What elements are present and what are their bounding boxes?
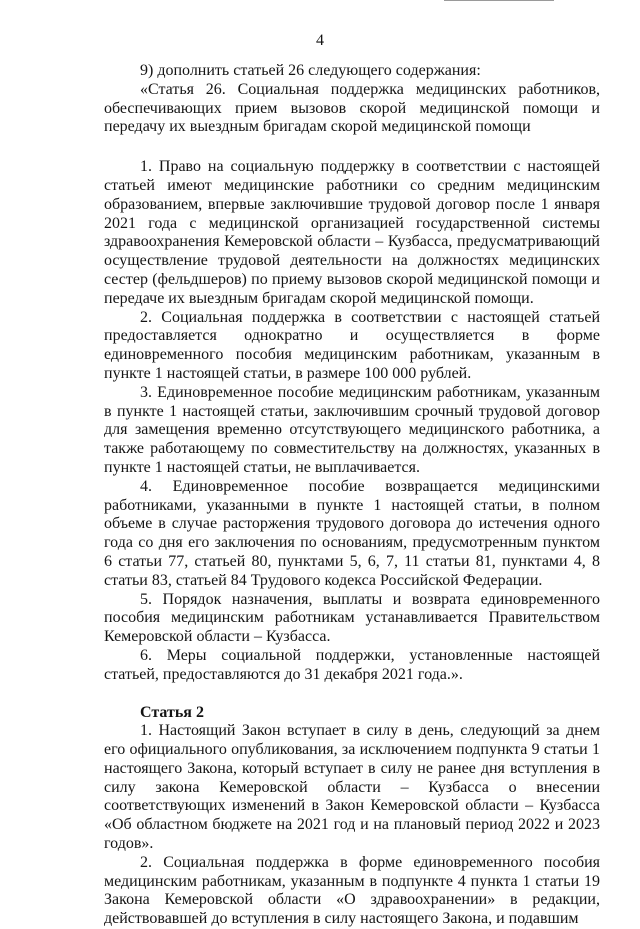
- spacer: [104, 137, 600, 158]
- document-body: [104, 62, 600, 929]
- article-26-paragraph-3: 3. Единовременное пособие медицинским работникам, указанным в пункте 1 настоящей статьи, заключившим срочный трудовой договор для замещения временно отсутствующего медицинского работника, а также работающему по совместительству на должностях, указанных в пункте 1 настоящей статьи, не выплачивается.: [104, 383, 600, 476]
- article-26-paragraph-6: 6. Меры социальной поддержки, установленные настоящей статьей, предоставляются до 31 декабря 2021 года.».: [104, 646, 600, 683]
- article-26-heading: «Статья 26. Социальная поддержка медицинских работников, обеспечивающих прием вызовов скорой медицинской помощи и передачу их выездным бригадам скорой медицинской помощи: [104, 80, 600, 136]
- article-2-paragraph-2: 2. Социальная поддержка в форме единовременного пособия медицинским работникам, указанным в подпункте 4 пункта 1 статьи 19 Закона Кемеровской области «О здравоохранении» в редакции, действовавшей до вступления в силу настоящего Закона, и подавшим: [104, 853, 600, 928]
- article-2-paragraph-1: 1. Настоящий Закон вступает в силу в день, следующий за днем его официального опубликования, за исключением подпункта 9 статьи 1 настоящего Закона, который вступает в силу не ранее дня вступления в силу закона Кемеровской области – Кузбасса о внесении соответствующих изменений в Закон Кемеровской области – Кузбасса «Об областном бюджете на 2021 год и на плановый период 2022 и 2023 годов».: [104, 722, 600, 853]
- top-edge-line: [444, 0, 554, 1]
- article-2-title: Статья 2: [140, 703, 204, 721]
- article-26-paragraph-1: 1. Право на социальную поддержку в соответствии с настоящей статьей имеют медицинские работники со средним медицинским образованием, впервые заключившие трудовой договор после 1 января 2021 года с медицинской организацией государственной системы здравоохранения Кемеровской области – Кузбасса, предусматривающий осуществление трудовой деятельности на должностях медицинских сестер (фельдшеров) по приему вызовов скорой медицинской помощи и передаче их выездным бригадам скорой медицинской помощи.: [104, 158, 600, 307]
- article-26-paragraph-2: 2. Социальная поддержка в соответствии с настоящей статьей предоставляется однократно и осуществляется в форме единовременного пособия медицинским работникам, указанным в пункте 1 настоящей статьи, в размере 100 000 рублей.: [104, 308, 600, 382]
- page-number: 4: [316, 32, 324, 49]
- article-26-paragraph-5: 5. Порядок назначения, выплаты и возврата единовременного пособия медицинским работникам устанавливается Правительством Кемеровской области – Кузбасса.: [104, 590, 600, 646]
- article-26-paragraph-4: 4. Единовременное пособие возвращается медицинскими работниками, указанными в пункте 1 настоящей статьи, в полном объеме в случае расторжения трудового договора до истечения одного года со дня его заключения по основаниям, предусмотренным пунктом 6 статьи 77, статьей 80, пунктами 5, 6, 7, 11 статьи 81, пунктами 4, 8 статьи 83, статьей 84 Трудового кодекса Российской Федерации.: [104, 477, 600, 589]
- spacer: [104, 685, 600, 704]
- amendment-intro: 9) дополнить статьей 26 следующего содержания:: [140, 62, 481, 79]
